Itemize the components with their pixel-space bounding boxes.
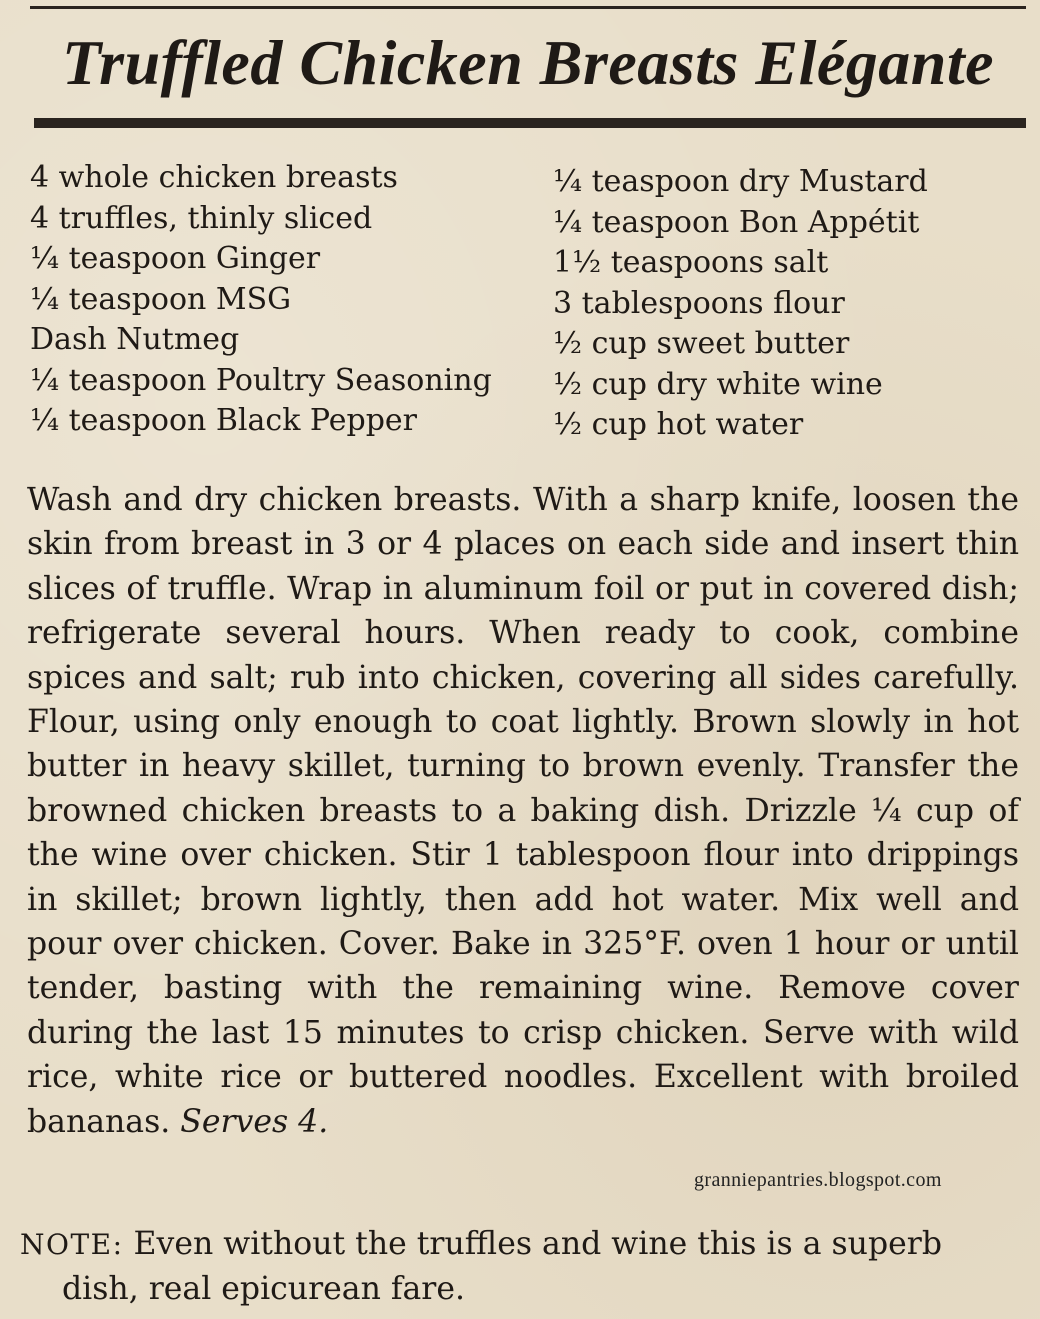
note-text-line1: Even without the truffles and wine this is a superb [133, 1226, 942, 1262]
ingredient-item: ¼ teaspoon MSG [30, 281, 292, 317]
note-label: NOTE: [20, 1228, 124, 1261]
ingredient-item: ½ cup hot water [553, 407, 804, 442]
source-watermark: granniepantries.blogspot.com [694, 1169, 942, 1191]
ingredient-item: 4 whole chicken breasts [30, 160, 398, 195]
directions-text: Wash and dry chicken breasts. With a sharp knife, loosen the skin from breast in 3 or 4 places on each side and insert thin slices of truffle. Wrap in aluminum foil or put in covered dish; refrigerate several hours. When ready to cook, combine spices and salt; rub into chicken, covering all sides carefully. Flour, using only enough to coat lightly. Brown slowly in hot butter in heavy skillet, turning to brown evenly. Transfer the browned chicken breasts to a baking dish. Drizzle ¼ cup of the wine over chicken. Stir 1 tablespoon flour into drippings in skillet; brown lightly, then add hot water. Mix well and pour over chicken. Cover. Bake in 325°F. oven 1 hour or until tender, basting with the remaining wine. Remove cover during the last 15 minutes to crisp chicken. Serve with wild rice, white rice or buttered noodles. Excellent with broiled bananas. [27, 482, 1019, 1140]
ingredient-item: ½ cup dry white wine [553, 366, 883, 402]
ingredients-right-column [553, 162, 1023, 446]
serves-count: Serves 4. [180, 1103, 329, 1140]
ingredient-item: ¼ teaspoon dry Mustard [553, 164, 928, 199]
ingredient-item: 3 tablespoons flour [553, 285, 845, 321]
ingredient-item: 4 truffles, thinly sliced [30, 200, 373, 236]
ingredient-item: ¼ teaspoon Poultry Seasoning [30, 362, 492, 398]
recipe-note [20, 1222, 1020, 1311]
top-rule [30, 6, 1026, 9]
ingredient-item: 1½ teaspoons salt [553, 245, 829, 280]
ingredient-item: ½ cup sweet butter [553, 326, 850, 361]
title-underline-rule [34, 118, 1026, 128]
ingredients-left-column [30, 158, 540, 442]
note-text-line2: dish, real epicurean fare. [62, 1271, 466, 1307]
ingredient-item: Dash Nutmeg [30, 322, 240, 357]
recipe-directions [27, 478, 1019, 1144]
ingredient-item: ¼ teaspoon Bon Appétit [553, 204, 920, 240]
ingredient-item: ¼ teaspoon Ginger [30, 241, 321, 276]
ingredient-item: ¼ teaspoon Black Pepper [30, 403, 418, 438]
recipe-title: Truffled Chicken Breasts Elégante [61, 27, 995, 98]
